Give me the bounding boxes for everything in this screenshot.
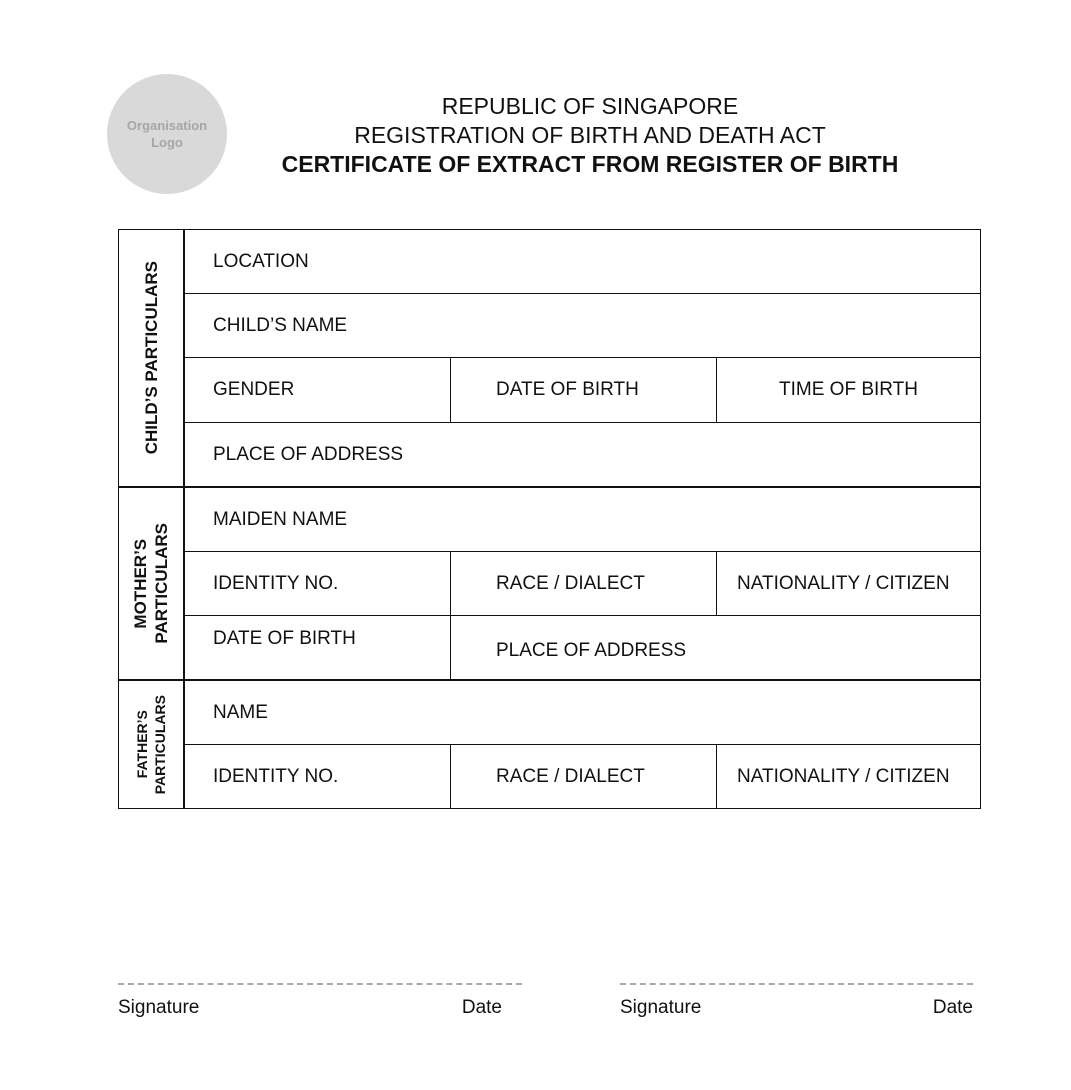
document-title: CERTIFICATE OF EXTRACT FROM REGISTER OF BIRTH (281, 151, 899, 177)
mother-section-label: MOTHER’S PARTICULARS (131, 523, 171, 644)
child-name-field[interactable]: CHILD’S NAME (213, 314, 348, 336)
father-section-label: FATHER’S PARTICULARS (134, 694, 168, 795)
child-dob-field[interactable]: DATE OF BIRTH (451, 358, 717, 422)
mother-section (119, 486, 980, 679)
date-label: Date (461, 997, 502, 1018)
child-section-label-cell (119, 230, 185, 486)
mother-dob-field[interactable]: DATE OF BIRTH (185, 616, 451, 679)
organisation-logo (107, 74, 227, 194)
signature-line[interactable] (620, 983, 973, 985)
child-location-field[interactable]: LOCATION (213, 250, 309, 272)
mother-nationality-field[interactable]: NATIONALITY / CITIZEN (737, 572, 950, 594)
mother-identity-field[interactable]: IDENTITY NO. (185, 552, 451, 615)
mother-maiden-name-field[interactable]: MAIDEN NAME (213, 508, 348, 530)
document-header (240, 92, 940, 179)
father-name-field[interactable]: NAME (213, 701, 268, 723)
signature-block-2 (620, 983, 973, 1019)
signature-label: Signature (118, 997, 200, 1018)
signature-label: Signature (620, 997, 702, 1018)
signature-block-1 (118, 983, 522, 1019)
child-section (119, 230, 980, 486)
child-address-field[interactable]: PLACE OF ADDRESS (213, 443, 404, 465)
header-country: REPUBLIC OF SINGAPORE (441, 93, 739, 119)
logo-text: Organisation Logo (126, 118, 208, 150)
signature-line[interactable] (118, 983, 522, 985)
father-section (119, 679, 980, 808)
father-identity-field[interactable]: IDENTITY NO. (185, 745, 451, 808)
father-race-field[interactable]: RACE / DIALECT (451, 745, 717, 808)
father-section-label-cell (119, 681, 185, 808)
date-label: Date (932, 997, 973, 1018)
mother-address-field[interactable]: PLACE OF ADDRESS (496, 639, 687, 661)
father-nationality-field[interactable]: NATIONALITY / CITIZEN (737, 765, 950, 787)
header-act: REGISTRATION OF BIRTH AND DEATH ACT (354, 122, 826, 148)
certificate-table (118, 229, 981, 809)
mother-section-label-cell (119, 488, 185, 679)
child-tob-field[interactable]: TIME OF BIRTH (779, 379, 918, 400)
mother-race-field[interactable]: RACE / DIALECT (451, 552, 717, 615)
child-section-label: CHILD’S PARTICULARS (141, 261, 161, 455)
child-gender-field[interactable]: GENDER (185, 358, 451, 422)
